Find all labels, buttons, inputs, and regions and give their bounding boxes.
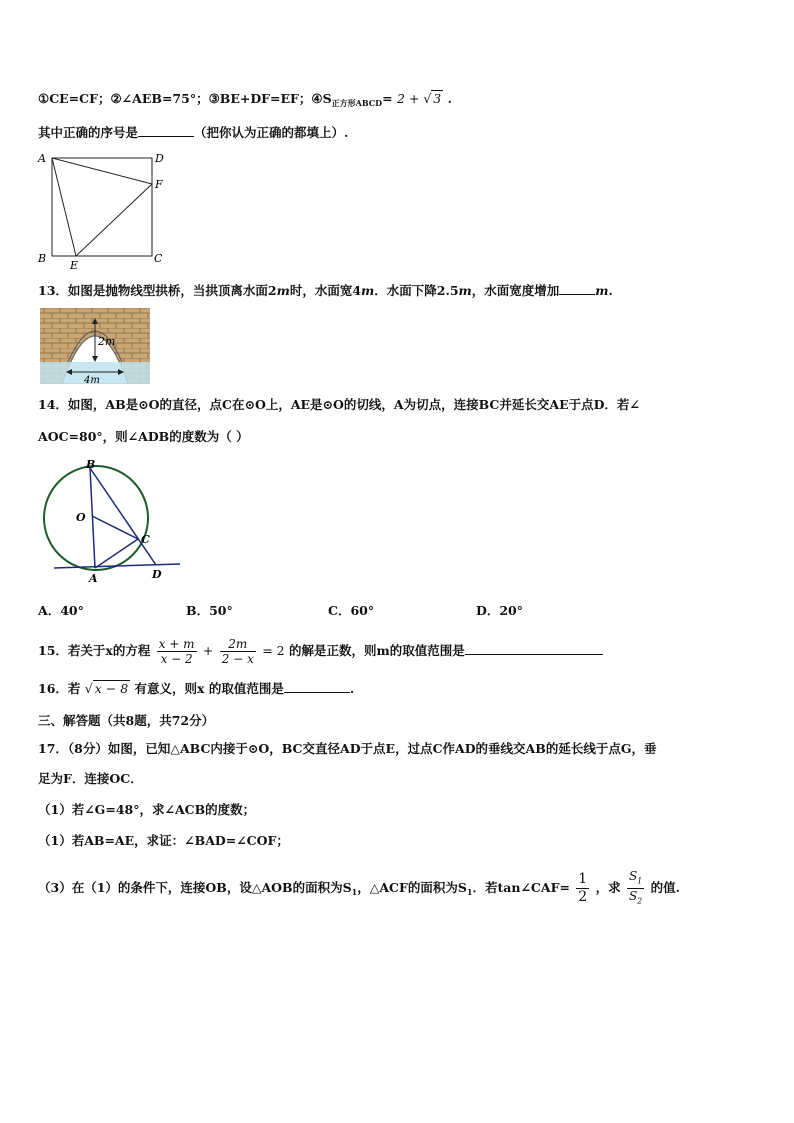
label-C: C (154, 252, 163, 265)
q17-part3-mid: ，△ACF的面积为S (357, 880, 467, 895)
q13-text-end: . (608, 283, 613, 298)
q13-text-before: 13．如图是抛物线型拱桥，当拱顶离水面2 (38, 283, 277, 298)
q13-text-mid2: ．水面下降2.5 (374, 283, 459, 298)
q13-unit-3: m (458, 283, 472, 298)
q15-fraction-2 (220, 637, 256, 666)
q12-answer-blank[interactable] (138, 124, 194, 137)
segment-af (52, 158, 152, 184)
q17-line2: 足为F．连接OC． (38, 771, 143, 786)
q15-answer-blank[interactable] (465, 642, 603, 655)
choice-c[interactable]: C．60° (328, 603, 375, 618)
q12-area-value-text: 2 + (396, 91, 424, 106)
q16-text-before: 16．若 (38, 681, 81, 696)
segment-bd (90, 468, 156, 565)
label-A: A (38, 152, 46, 165)
q17-tan-num: 1 (578, 871, 588, 887)
q13-text (38, 282, 613, 300)
q17-s2-sub: 1 (466, 887, 473, 897)
q17-tan-fraction (576, 871, 589, 906)
label-A: A (89, 572, 98, 584)
q13-text-mid3: ，水面宽度增加 (471, 283, 560, 298)
sqrt-sign-icon: √ (423, 91, 432, 106)
segment-ac (95, 539, 138, 568)
q17-part3 (38, 868, 680, 909)
label-B: B (86, 458, 96, 471)
q12-area-eq: = (382, 91, 393, 106)
q13-unit-1: m (276, 283, 290, 298)
q17-ratio-num (627, 869, 644, 889)
q15-fraction-1 (157, 637, 197, 666)
q12-prompt-before: 其中正确的序号是 (38, 125, 139, 140)
q14-choices (38, 602, 598, 620)
square-abcd (52, 158, 152, 256)
segment-ef (76, 184, 152, 256)
section-title: 三、解答题（共8题，共72分） (38, 713, 215, 728)
q13-text-mid: 时，水面宽4 (289, 283, 362, 298)
q16-sqrt (85, 680, 130, 698)
q12-square-figure (36, 150, 176, 272)
q14-line1: 14．如图，AB是⊙O的直径，点C在⊙O上，AE是⊙O的切线，A为切点，连接BC并延长交AE于点D．若∠ (38, 397, 640, 412)
label-C: C (141, 533, 150, 546)
q12-prompt-after: （把你认为正确的都填上）. (194, 125, 349, 140)
q15-text-before: 15．若关于x的方程 (38, 643, 151, 658)
segment-ae (52, 158, 76, 256)
q16-text-after: 有意义，则x 的取值范围是 (134, 681, 284, 696)
q14-line2: AOC=80°，则∠ADB的度数为（ ） (38, 429, 249, 444)
label-B: B (38, 252, 47, 265)
q17-tan-den: 2 (578, 889, 588, 905)
q12-prompt (38, 124, 348, 142)
q17-part3-mid3: ，求 (595, 880, 621, 895)
q16-text (38, 680, 354, 698)
q13-unit-2: m (361, 283, 375, 298)
q17-ratio-fraction (627, 869, 644, 909)
q16-end: . (349, 681, 355, 696)
q17-part2: （1）若AB=AE，求证：∠BAD=∠COF； (38, 833, 289, 848)
q17-part3-before: （3）在（1）的条件下，连接OB，设△AOB的面积为S (38, 880, 352, 895)
q12-area-subscript: 正方形ABCD (331, 98, 383, 108)
q17-ratio-num-sub: 1 (637, 876, 643, 885)
q17-ratio-den (627, 889, 644, 908)
q17-part3-end: 的值. (650, 880, 680, 895)
q15-text-after: 的解是正数，则m的取值范围是 (288, 643, 465, 658)
q17-part3-mid2: ．若tan∠CAF= (472, 880, 570, 895)
q12-statement-text: ①CE=CF；②∠AEB=75°；③BE+DF=EF；④S (38, 91, 332, 106)
width-label: 4m (84, 375, 100, 384)
q17-part1: （1）若∠G=48°，求∠ACB的度数； (38, 802, 256, 817)
q15-equals: = 2 (262, 643, 285, 658)
sqrt-sign-icon: √ (84, 681, 93, 696)
label-E: E (70, 259, 79, 272)
q13-unit-4: m (595, 283, 609, 298)
q15-frac1-den: x − 2 (160, 652, 193, 666)
label-O: O (76, 511, 86, 524)
height-label: 2m (98, 335, 116, 348)
q15-frac2-den: 2 − x (221, 652, 254, 666)
q12-area-value (397, 90, 443, 108)
label-D: D (152, 568, 162, 581)
choice-a[interactable]: A．40° (38, 603, 84, 618)
choice-b[interactable]: B．50° (186, 603, 233, 618)
q13-arch-figure (40, 308, 150, 384)
label-F: F (155, 178, 163, 191)
q16-radicand: x − 8 (94, 681, 129, 696)
q17-line1: 17．（8分）如图，已知△ABC内接于⊙O，BC交直径AD于点E，过点C作AD的垂线交AB的延长线于点G，垂 (38, 741, 657, 756)
q17-ratio-num-s: S (628, 868, 638, 883)
diameter-ab (90, 468, 95, 568)
label-D: D (155, 152, 164, 165)
q15-frac1-num: x + m (158, 637, 195, 651)
q12-end: . (447, 91, 452, 106)
q15-frac2-num: 2m (220, 637, 256, 652)
q15-plus: + (202, 643, 214, 658)
q12-sqrt-radicand: 3 (433, 91, 442, 106)
q15-text (38, 634, 603, 668)
choice-d[interactable]: D．20° (476, 603, 523, 618)
q17-ratio-den-s: S (628, 889, 638, 903)
q13-answer-blank[interactable] (559, 282, 595, 295)
q17-s1-sub: 1 (351, 887, 358, 897)
q16-answer-blank[interactable] (284, 680, 350, 693)
q14-circle-figure (38, 454, 188, 584)
q17-ratio-den-sub: 2 (637, 896, 643, 906)
q12-statement (38, 90, 452, 109)
